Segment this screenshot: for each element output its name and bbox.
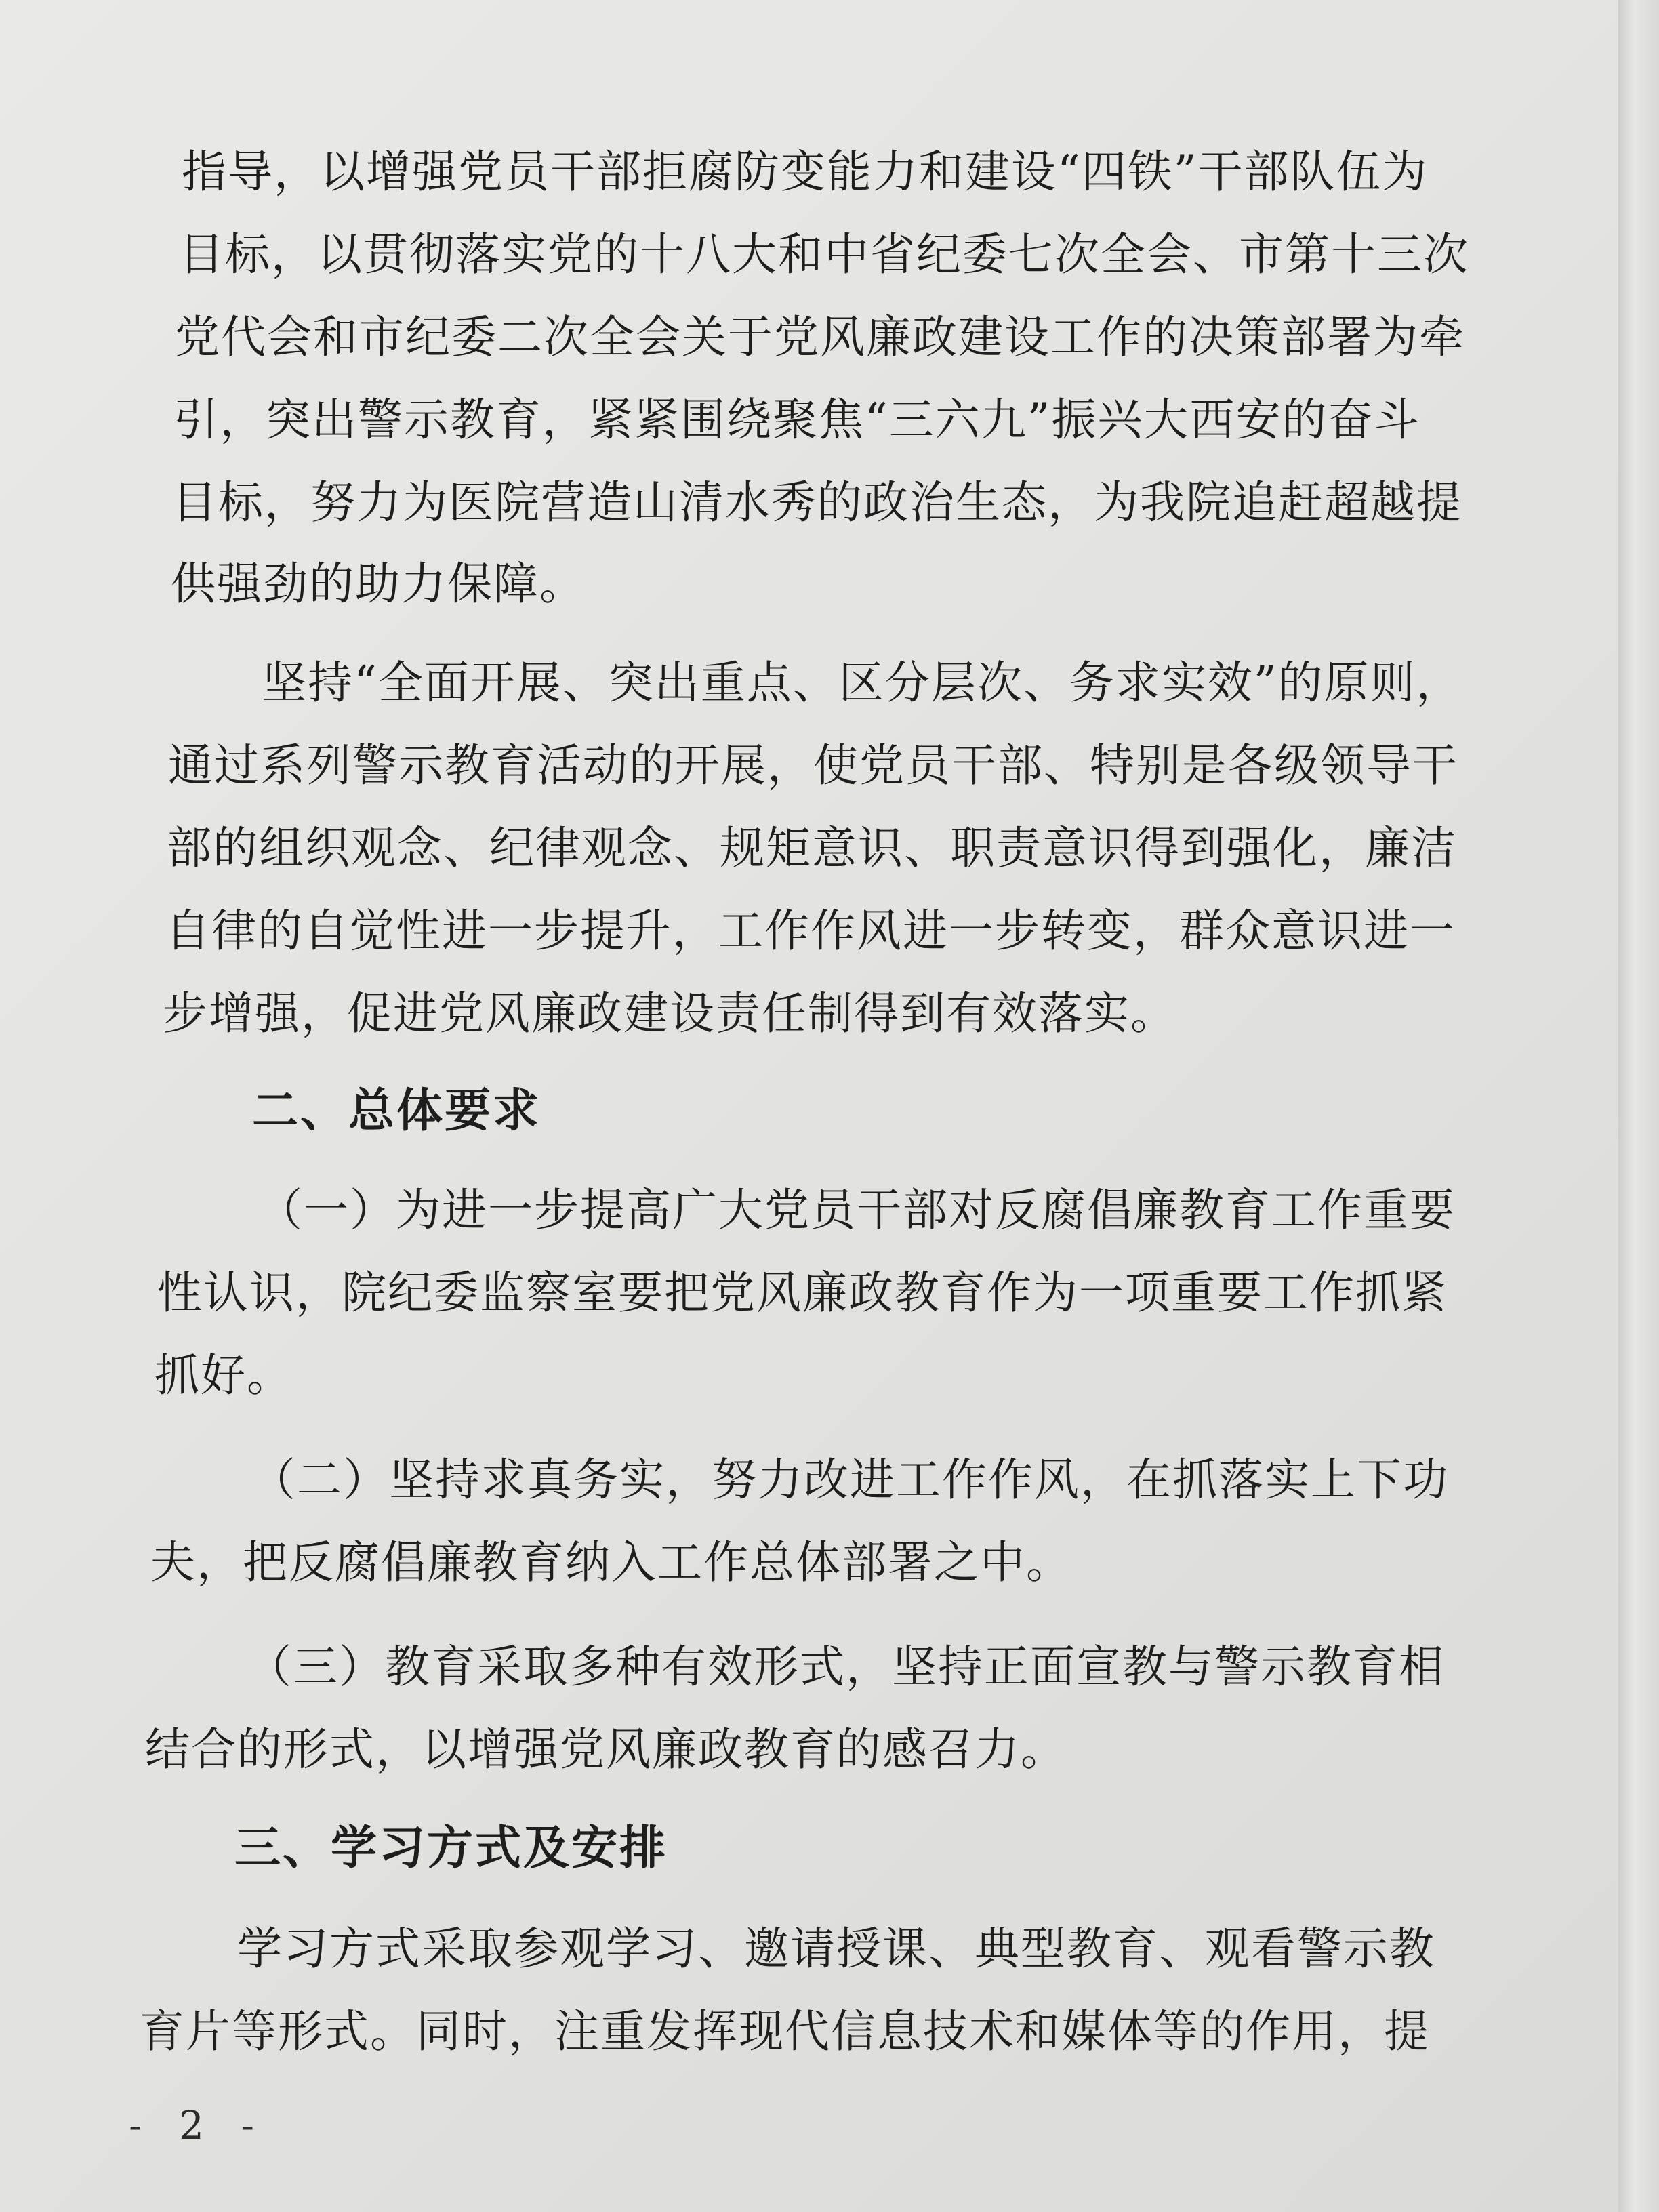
p1-line-3: 党代会和市纪委二次全会关于党风廉政建设工作的决策部署为牵	[175, 311, 1465, 363]
p5-line-2: 结合的形式，以增强党风廉政教育的感召力。	[145, 1723, 1067, 1776]
p5-line-1: （三）教育采取多种有效形式，坚持正面宣教与警示教育相	[247, 1641, 1445, 1693]
p4-line-1: （二）坚持求真务实，努力改进工作作风，在抓落实上下功	[251, 1454, 1449, 1506]
p4-line-2: 夫，把反腐倡廉教育纳入工作总体部署之中。	[150, 1536, 1072, 1589]
p1-line-2: 目标，以贯彻落实党的十八大和中省纪委七次全会、市第十三次	[179, 228, 1469, 281]
p3-line-1: （一）为进一步提高广大党员干部对反腐倡廉教育工作重要	[258, 1184, 1456, 1236]
p2-line-4: 自律的自觉性进一步提升，工作作风进一步转变，群众意识进一	[165, 905, 1456, 957]
p2-line-2: 通过系列警示教育活动的开展，使党员干部、特别是各级领导干	[168, 739, 1458, 792]
p6-line-1: 学习方式采取参观学习、邀请授课、典型教育、观看警示教	[237, 1923, 1435, 1975]
section-heading-3: 三、学习方式及安排	[234, 1822, 668, 1875]
p2-line-1: 坚持“全面开展、突出重点、区分层次、务求实效”的原则，	[262, 657, 1462, 709]
p3-line-3: 抓好。	[155, 1349, 293, 1401]
p1-line-1: 指导，以增强党员干部拒腐防变能力和建设“四铁”干部队伍为	[182, 146, 1429, 198]
p6-line-2: 育片等形式。同时，注重发挥现代信息技术和媒体等的作用，提	[140, 2005, 1430, 2057]
p1-line-6: 供强劲的助力保障。	[171, 558, 586, 610]
section-heading-2: 二、总体要求	[252, 1084, 541, 1138]
p1-line-4: 引，突出警示教育，紧紧围绕聚焦“三六九”振兴大西安的奋斗	[173, 394, 1420, 446]
p3-line-2: 性认识，院纪委监察室要把党风廉政教育作为一项重要工作抓紧	[157, 1267, 1448, 1319]
p1-line-5: 目标，努力为医院营造山清水秀的政治生态，为我院追赶超越提	[172, 476, 1462, 529]
page-number: - 2 -	[129, 2102, 266, 2148]
p2-line-5: 步增强，促进党风廉政建设责任制得到有效落实。	[163, 987, 1176, 1040]
page-edge-shadow	[1618, 0, 1659, 2212]
p2-line-3: 部的组织观念、纪律观念、规矩意识、职责意识得到强化，廉洁	[167, 822, 1457, 874]
